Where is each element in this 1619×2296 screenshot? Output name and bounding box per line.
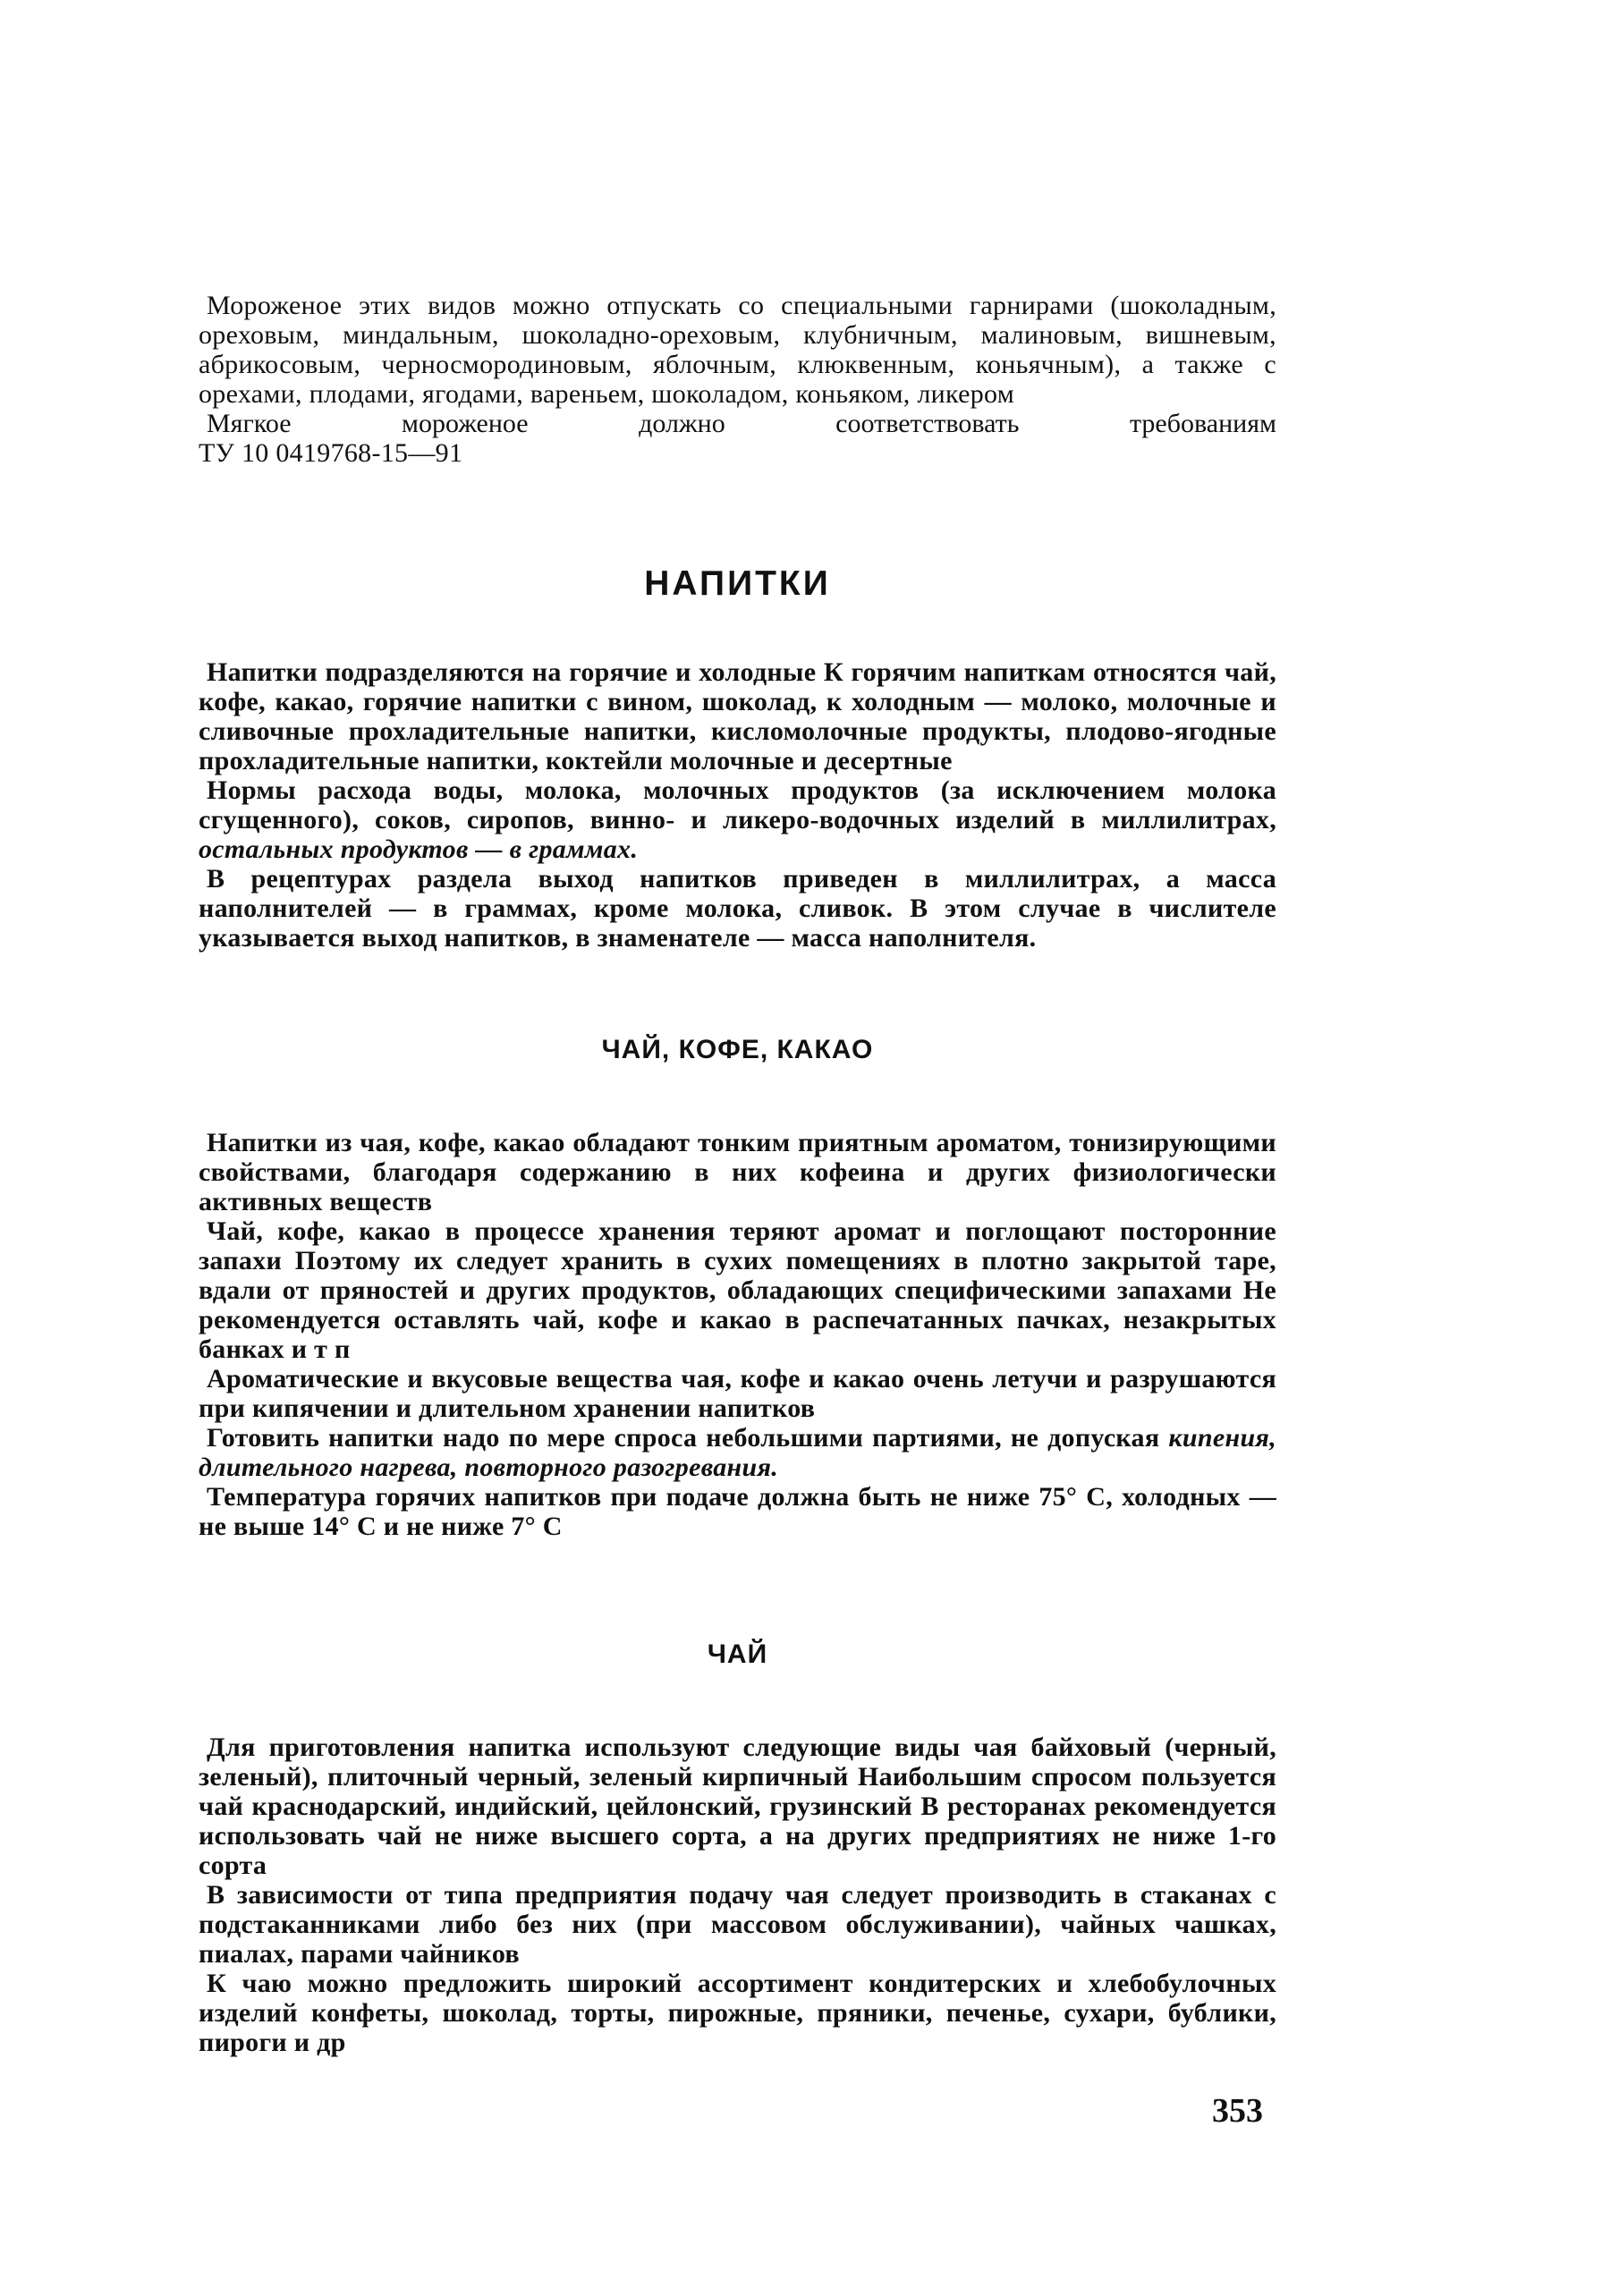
soft-word-1: Мягкое <box>207 409 292 438</box>
tcc-paragraph-4-italic: кипения, длительного нагрева, повторного разогревания. <box>199 1423 1276 1482</box>
soft-ice-cream-line <box>199 409 1276 438</box>
drinks-section-body <box>199 657 1276 953</box>
drinks-paragraph-2 <box>199 775 1276 864</box>
section-heading-tea: ЧАЙ <box>707 1639 768 1669</box>
section-heading-drinks: НАПИТКИ <box>644 564 831 603</box>
page-content <box>199 291 1276 2057</box>
intro-paragraph-garnish: Мороженое этих видов можно отпускать со специальными гарнирами (шоколадным, ореховым, миндальным, шоколадно-ореховым, клубничным, малиновым, вишневым, абрикосовым, черносмородиновым, яблочным, клюквенным, коньячным), а также с орехами, плодами, ягодами, вареньем, шоколадом, коньяком, ликером <box>199 291 1276 409</box>
drinks-paragraph-3: В рецептурах раздела выход напитков приведен в миллилитрах, а масса наполнителей — в граммах, кроме молока, сливок. В этом случае в числителе указывается выход напитков, в знаменателе — масса наполнителя. <box>199 864 1276 953</box>
tea-paragraph-2: В зависимости от типа предприятия подачу чая следует производить в стаканах с подстаканниками либо без них (при массовом обслуживании), чайных чашках, пиалах, парами чайников <box>199 1880 1276 1969</box>
drinks-paragraph-2-italic: остальных продуктов — в граммах. <box>199 835 639 864</box>
soft-word-4: соответствовать <box>835 409 1020 438</box>
tcc-paragraph-4-main: Готовить напитки надо по мере спроса небольшими партиями, не допуская <box>207 1423 1160 1453</box>
soft-word-2: мороженое <box>401 409 529 438</box>
specification-code: ТУ 10 0419768-15—91 <box>199 438 463 468</box>
tcc-paragraph-5: Температура горячих напитков при подаче должна быть не ниже 75° С, холодных — не выше 14° С и не ниже 7° С <box>199 1482 1276 1541</box>
tea-section-body <box>199 1733 1276 2057</box>
tcc-paragraph-3: Ароматические и вкусовые вещества чая, кофе и какао очень летучи и разрушаются при кипячении и длительном хранении напитков <box>199 1364 1276 1423</box>
tcc-paragraph-1: Напитки из чая, кофе, какао обладают тонким приятным ароматом, тонизирующими свойствами, благодаря содержанию в них кофеина и других физиологически активных веществ <box>199 1128 1276 1216</box>
tea-paragraph-3: К чаю можно предложить широкий ассортимент кондитерских и хлебобулочных изделий конфеты, шоколад, торты, пирожные, пряники, печенье, сухари, бублики, пироги и др <box>199 1969 1276 2057</box>
drinks-paragraph-1: Напитки подразделяются на горячие и холодные К горячим напиткам относятся чай, кофе, какао, горячие напитки с вином, шоколад, к холодным — молоко, молочные и сливочные прохладительные напитки, кисломолочные продукты, плодово-ягодные прохладительные напитки, коктейли молочные и десертные <box>199 657 1276 775</box>
tcc-paragraph-4 <box>199 1423 1276 1482</box>
soft-word-5: требованиям <box>1129 409 1276 438</box>
tea-coffee-cocoa-section-body <box>199 1128 1276 1541</box>
tea-paragraph-1: Для приготовления напитка используют следующие виды чая байховый (черный, зеленый), плиточный черный, зеленый кирпичный Наибольшим спросом пользуется чай краснодарский, индийский, цейлонский, грузинский В ресторанах рекомендуется использовать чай не ниже высшего сорта, а на других предприятиях не ниже 1-го сорта <box>199 1733 1276 1880</box>
soft-word-3: должно <box>639 409 725 438</box>
section-heading-tea-coffee-cocoa: ЧАЙ, КОФЕ, КАКАО <box>601 1035 874 1064</box>
drinks-paragraph-2-main: Нормы расхода воды, молока, молочных продуктов (за исключением молока сгущенного), соков, сиропов, винно- и ликеро-водочных изделий в миллилитрах, <box>199 775 1276 835</box>
page-number: 353 <box>1212 2092 1263 2130</box>
tcc-paragraph-2: Чай, кофе, какао в процессе хранения теряют аромат и поглощают посторонние запахи Поэтому их следует хранить в сухих помещениях в плотно закрытой таре, вдали от пряностей и других продуктов, обладающих специфическими запахами Не рекомендуется оставлять чай, кофе и какао в распечатанных пачках, незакрытых банках и т п <box>199 1216 1276 1364</box>
